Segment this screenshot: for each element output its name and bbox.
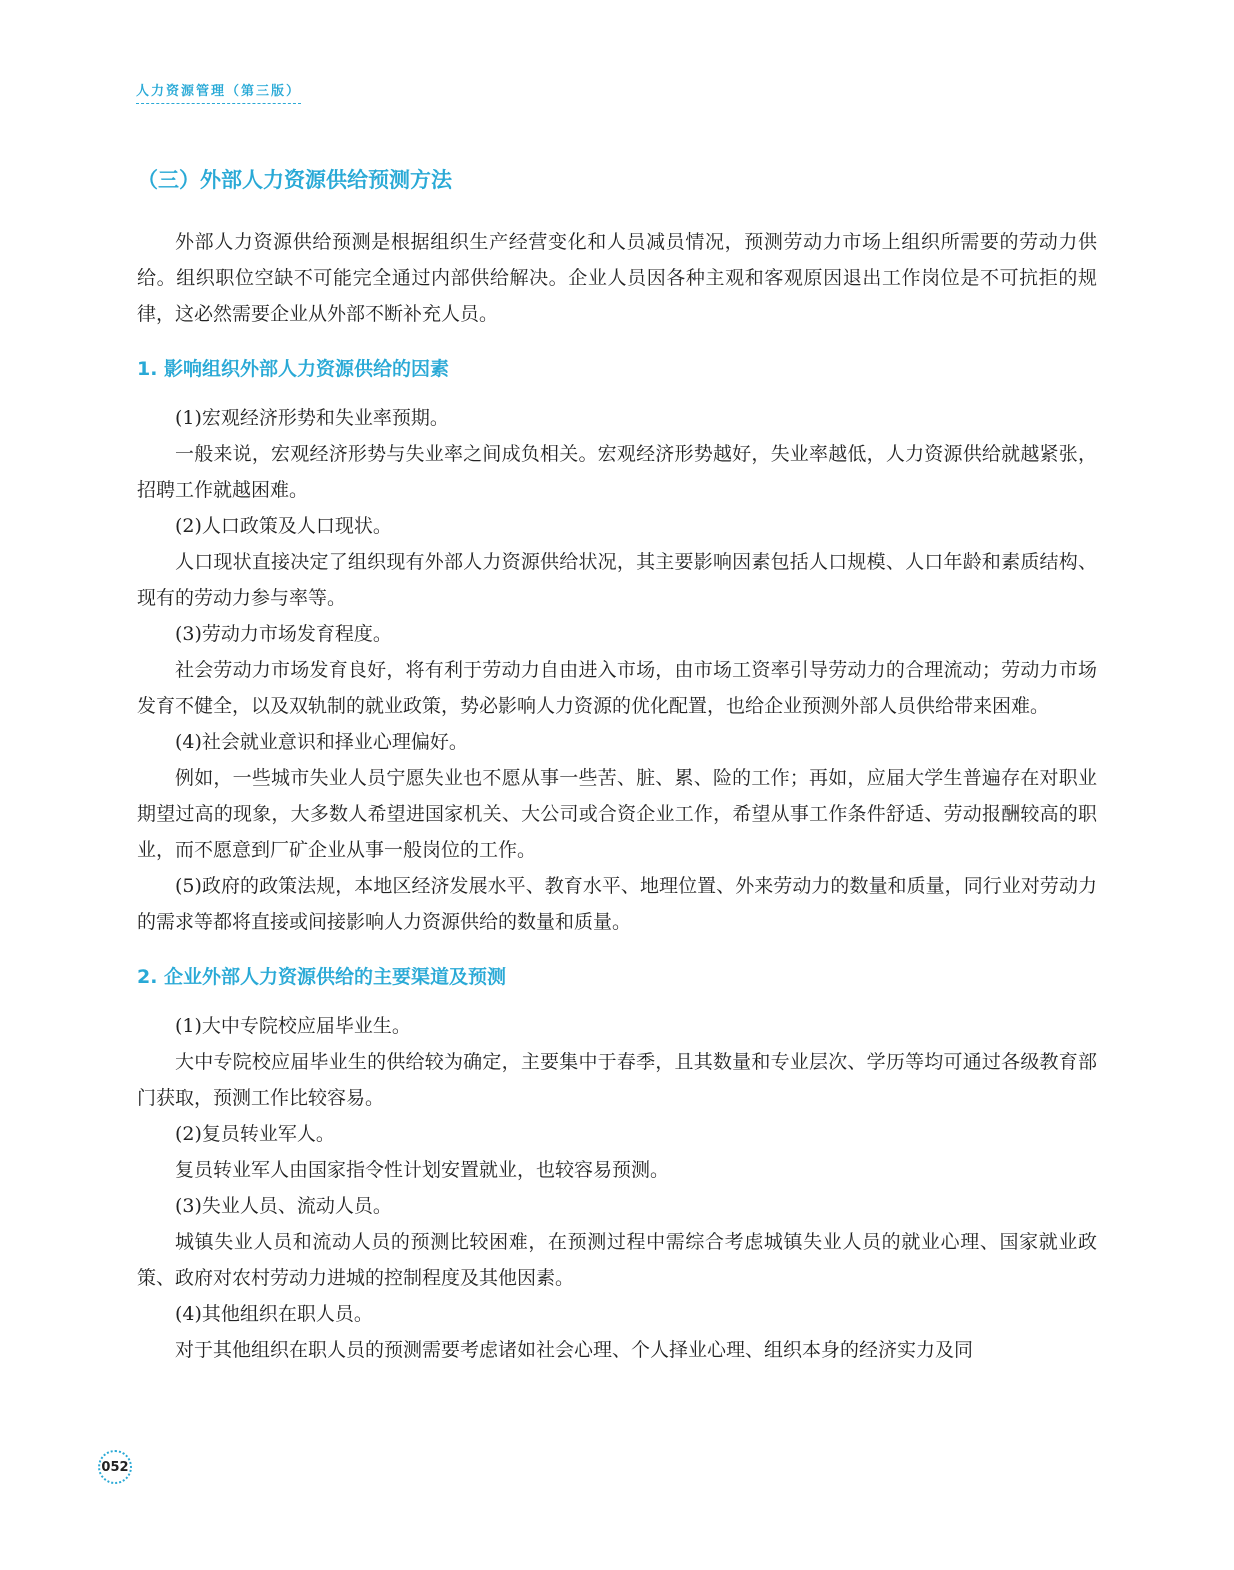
section-intro: 外部人力资源供给预测是根据组织生产经营变化和人员减员情况，预测劳动力市场上组织所需要的劳动力供给。组织职位空缺不可能完全通过内部供给解决。企业人员因各种主观和客观原因退出工作岗位是不可抗拒的规律，这必然需要企业从外部不断补充人员。 <box>137 231 1097 325</box>
paragraph: (5)政府的政策法规，本地区经济发展水平、教育水平、地理位置、外来劳动力的数量和质量，同行业对劳动力的需求等都将直接或间接影响人力资源供给的数量和质量。 <box>137 875 1097 933</box>
paragraph: 一般来说，宏观经济形势与失业率之间成负相关。宏观经济形势越好，失业率越低，人力资源供给就越紧张，招聘工作就越困难。 <box>137 443 1097 501</box>
page-number: 052 <box>98 1450 132 1484</box>
paragraph: 城镇失业人员和流动人员的预测比较困难，在预测过程中需综合考虑城镇失业人员的就业心理、国家就业政策、政府对农村劳动力进城的控制程度及其他因素。 <box>137 1231 1097 1289</box>
paragraph: (3)劳动力市场发育程度。 <box>175 623 392 645</box>
paragraph: 对于其他组织在职人员的预测需要考虑诸如社会心理、个人择业心理、组织本身的经济实力及同 <box>175 1339 974 1361</box>
running-header: 人力资源管理（第三版） <box>136 80 301 104</box>
subsection-title-1: 1. 影响组织外部人力资源供给的因素 <box>137 358 450 380</box>
paragraph: 人口现状直接决定了组织现有外部人力资源供给状况，其主要影响因素包括人口规模、人口年龄和素质结构、现有的劳动力参与率等。 <box>137 551 1097 609</box>
paragraph: 大中专院校应届毕业生的供给较为确定，主要集中于春季，且其数量和专业层次、学历等均可通过各级教育部门获取，预测工作比较容易。 <box>137 1051 1097 1109</box>
paragraph: (4)社会就业意识和择业心理偏好。 <box>175 731 468 753</box>
paragraph: 社会劳动力市场发育良好，将有利于劳动力自由进入市场，由市场工资率引导劳动力的合理流动；劳动力市场发育不健全，以及双轨制的就业政策，势必影响人力资源的优化配置，也给企业预测外部人员供给带来困难。 <box>137 659 1097 717</box>
paragraph: 复员转业军人由国家指令性计划安置就业，也较容易预测。 <box>175 1159 670 1181</box>
paragraph: (1)大中专院校应届毕业生。 <box>175 1015 411 1037</box>
paragraph: (3)失业人员、流动人员。 <box>175 1195 392 1217</box>
page-body <box>137 160 1097 1368</box>
paragraph: (2)复员转业军人。 <box>175 1123 335 1145</box>
paragraph: 例如，一些城市失业人员宁愿失业也不愿从事一些苦、脏、累、险的工作；再如，应届大学生普遍存在对职业期望过高的现象，大多数人希望进国家机关、大公司或合资企业工作，希望从事工作条件舒适、劳动报酬较高的职业，而不愿意到厂矿企业从事一般岗位的工作。 <box>137 767 1097 861</box>
subsection-title-2: 2. 企业外部人力资源供给的主要渠道及预测 <box>137 966 507 988</box>
section-title: （三）外部人力资源供给预测方法 <box>137 168 452 192</box>
paragraph: (4)其他组织在职人员。 <box>175 1303 373 1325</box>
paragraph: (2)人口政策及人口现状。 <box>175 515 392 537</box>
paragraph: (1)宏观经济形势和失业率预期。 <box>175 407 449 429</box>
